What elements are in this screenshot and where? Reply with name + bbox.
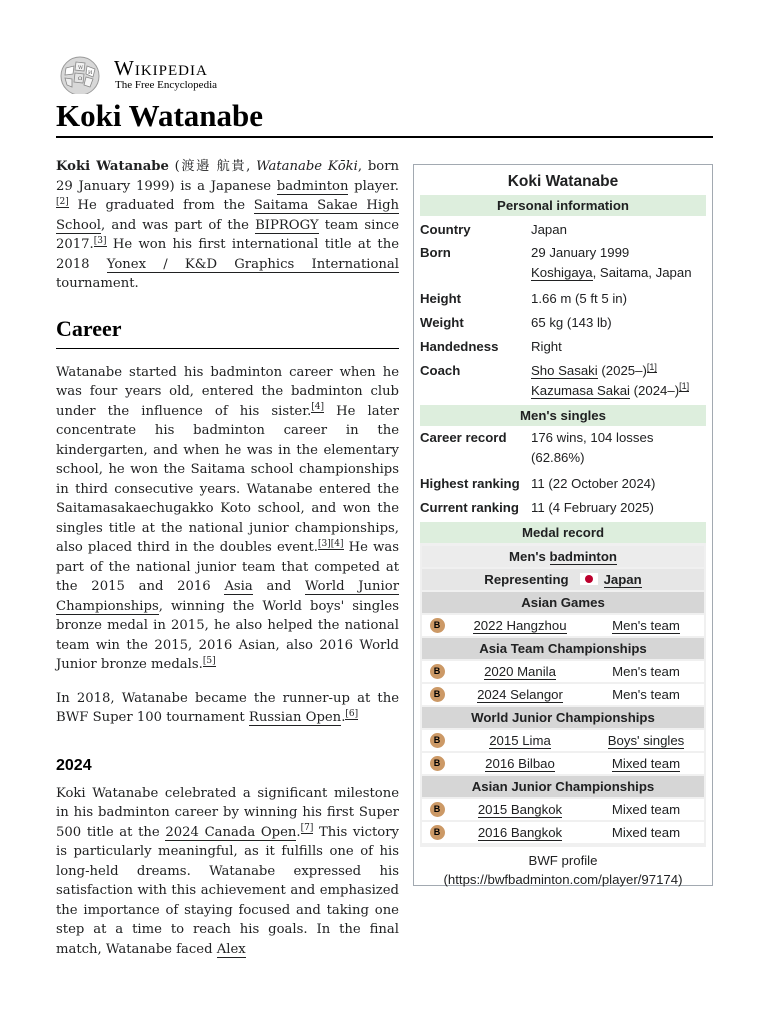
- infobox-row-current-ranking: Current ranking 11 (4 February 2025): [420, 500, 654, 515]
- career-paragraph-2: In 2018, Watanabe became the runner-up at the BWF Super 100 tournament Russian Open.[6]: [56, 690, 399, 725]
- medal-category-link[interactable]: Boys' singles: [607, 733, 685, 748]
- representing-row: Representing Japan: [422, 569, 704, 590]
- infobox-title: Koki Watanabe: [507, 173, 619, 190]
- link-canada-open[interactable]: 2024 Canada Open: [165, 824, 297, 840]
- medal-groups: [422, 592, 704, 843]
- ref-link[interactable]: [7]: [300, 823, 314, 834]
- ref-link[interactable]: [1]: [646, 361, 657, 372]
- link-badminton[interactable]: badminton: [276, 178, 349, 194]
- ref-link[interactable]: [3]: [93, 235, 107, 246]
- medal-event-link[interactable]: 2024 Selangor: [477, 687, 563, 702]
- infobox-row-country: Country Japan: [420, 222, 567, 237]
- medal-row: [422, 684, 704, 705]
- bronze-medal-icon: B: [430, 687, 445, 702]
- svg-text:W: W: [78, 65, 84, 71]
- infobox-row-coach: Coach Sho Sasaki (2025–)[1] Kazumasa Sakai (2024–)[1]: [420, 361, 690, 398]
- site-tagline: The Free Encyclopedia: [115, 79, 218, 91]
- medal-row: [422, 615, 704, 636]
- link-coach-sakai[interactable]: Kazumasa Sakai: [531, 382, 630, 398]
- bronze-medal-icon: B: [430, 733, 445, 748]
- medal-event-link[interactable]: 2015 Lima: [489, 733, 551, 748]
- link-alex[interactable]: Alex: [216, 941, 246, 957]
- ref-link[interactable]: [6]: [345, 708, 359, 719]
- bronze-medal-icon: B: [430, 825, 445, 840]
- article-body: [56, 157, 399, 973]
- medal-competition-header[interactable]: Asian Junior Championships: [422, 776, 704, 797]
- ref-link[interactable]: [4]: [311, 402, 325, 413]
- infobox-row-highest-ranking: Highest ranking 11 (22 October 2024): [420, 476, 656, 491]
- medal-competition-header[interactable]: World Junior Championships: [422, 707, 704, 728]
- link-biprogy[interactable]: BIPROGY: [255, 217, 319, 233]
- bwf-profile-link[interactable]: BWF profile (https://bwfbadminton.com/player/97174): [443, 853, 683, 887]
- site-header: [56, 52, 356, 96]
- infobox: [413, 164, 713, 886]
- site-wordmark[interactable]: Wikipedia: [114, 56, 208, 80]
- medal-category-link[interactable]: Mixed team: [611, 756, 681, 771]
- ref-link[interactable]: [1]: [679, 381, 690, 392]
- medal-competition-header[interactable]: Asian Games: [422, 592, 704, 613]
- ref-link[interactable]: [3]: [318, 538, 331, 549]
- link-school[interactable]: Saitama Sakae High School: [56, 198, 400, 233]
- bronze-medal-icon: B: [430, 756, 445, 771]
- page-title: Koki Watanabe: [56, 94, 713, 138]
- link-russian-open[interactable]: Russian Open: [248, 710, 342, 725]
- ref-link[interactable]: [5]: [202, 655, 216, 666]
- medal-sport-row: Men's badminton: [422, 546, 704, 567]
- japan-flag-icon: [580, 573, 598, 585]
- infobox-section-singles: Men's singles: [420, 405, 706, 426]
- medal-event-link[interactable]: 2022 Hangzhou: [473, 618, 567, 633]
- section-2024-paragraph: Koki Watanabe celebrated a significant milestone in his badminton career by winning his first Super 500 title at the 2024 Canada Open.[7] This victory is particularly meaningful, as it fulfills one of his long-held dreams. Watanabe expressed his satisfaction with this achievement and emphasized the importance of staying focused and taking one step at a time to reach his goals. In the final match, Watanabe faced Alex: [56, 785, 399, 957]
- medal-event-link[interactable]: 2016 Bangkok: [477, 825, 563, 840]
- link-yonex[interactable]: Yonex / K&D Graphics International: [106, 256, 399, 272]
- link-asia[interactable]: Asia: [224, 579, 253, 594]
- medal-competition-header[interactable]: Asia Team Championships: [422, 638, 704, 659]
- medal-category: Men's team: [612, 664, 680, 679]
- svg-text:Ω: Ω: [78, 76, 83, 82]
- bronze-medal-icon: B: [430, 802, 445, 817]
- link-world-junior[interactable]: World Junior Championships: [56, 579, 399, 614]
- link-koshigaya[interactable]: Koshigaya: [531, 264, 593, 280]
- bronze-medal-icon: B: [430, 618, 445, 633]
- infobox-row-handedness: Handedness Right: [420, 339, 562, 354]
- bronze-medal-icon: B: [430, 664, 445, 679]
- link-japan[interactable]: Japan: [603, 572, 642, 587]
- medal-event-link[interactable]: 2020 Manila: [484, 664, 556, 679]
- subject-name: Koki Watanabe: [56, 159, 169, 174]
- medal-row: [422, 822, 704, 843]
- svg-text:И: И: [88, 70, 93, 76]
- wikipedia-globe-icon[interactable]: [56, 54, 104, 94]
- infobox-section-personal: Personal information: [420, 195, 706, 216]
- medal-table: [420, 543, 706, 847]
- medal-category: Mixed team: [611, 802, 681, 817]
- infobox-section-medals: Medal record: [420, 522, 706, 543]
- medal-category: Men's team: [612, 687, 680, 702]
- heading-2024: 2024: [56, 756, 92, 774]
- career-paragraph-1: Watanabe started his badminton career when he was four years old, entered the badminton club under the influence of his sister.[4] He later concentrate his badminton career in the kindergarten, and when he was in the elementary school, he won the Saitama school championships in third consecutive years. Watanabe entered the Saitamasakaechugakko Koto school, and won the singles title at the national junior championships, also placed third in the doubles event.[3][4] He was part of the national junior team that competed at the 2015 and 2016 Asia and World Junior Championships, winning the World boys' singles bronze medal in 2015, he also helped the national team win the 2015, 2016 Asian, also 2016 World Junior bronze medals.[5]: [56, 364, 400, 672]
- medal-category: Mixed team: [611, 825, 681, 840]
- medal-row: [422, 730, 704, 751]
- infobox-row-weight: Weight 65 kg (143 lb): [420, 315, 612, 330]
- medal-event-link[interactable]: 2015 Bangkok: [477, 802, 563, 817]
- medal-row: [422, 799, 704, 820]
- medal-event-link[interactable]: 2016 Bilbao: [485, 756, 555, 771]
- infobox-row-height: Height 1.66 m (5 ft 5 in): [420, 291, 628, 306]
- link-medal-badminton[interactable]: badminton: [549, 549, 617, 564]
- infobox-row-career-record: Career record 176 wins, 104 losses (62.86%): [420, 430, 654, 465]
- medal-row: [422, 661, 704, 682]
- ref-link[interactable]: [2]: [56, 196, 69, 207]
- link-coach-sasaki[interactable]: Sho Sasaki: [531, 363, 598, 378]
- intro-paragraph: Koki Watanabe (渡邉 航貴, Watanabe Kōki, born 29 January 1999) is a Japanese badminton player.[2] He graduated from the Saitama Sakae High School, and was part of the BIPROGY team since 2017.[3] He won his first international title at the 2018 Yonex / K&D Graphics International tournament.: [56, 159, 400, 291]
- heading-career: Career: [56, 316, 399, 349]
- ref-link[interactable]: [4]: [330, 538, 344, 549]
- infobox-row-born: Born 29 January 1999 Koshigaya, Saitama, Japan: [420, 245, 692, 280]
- medal-category-link[interactable]: Men's team: [612, 618, 680, 633]
- medal-row: [422, 753, 704, 774]
